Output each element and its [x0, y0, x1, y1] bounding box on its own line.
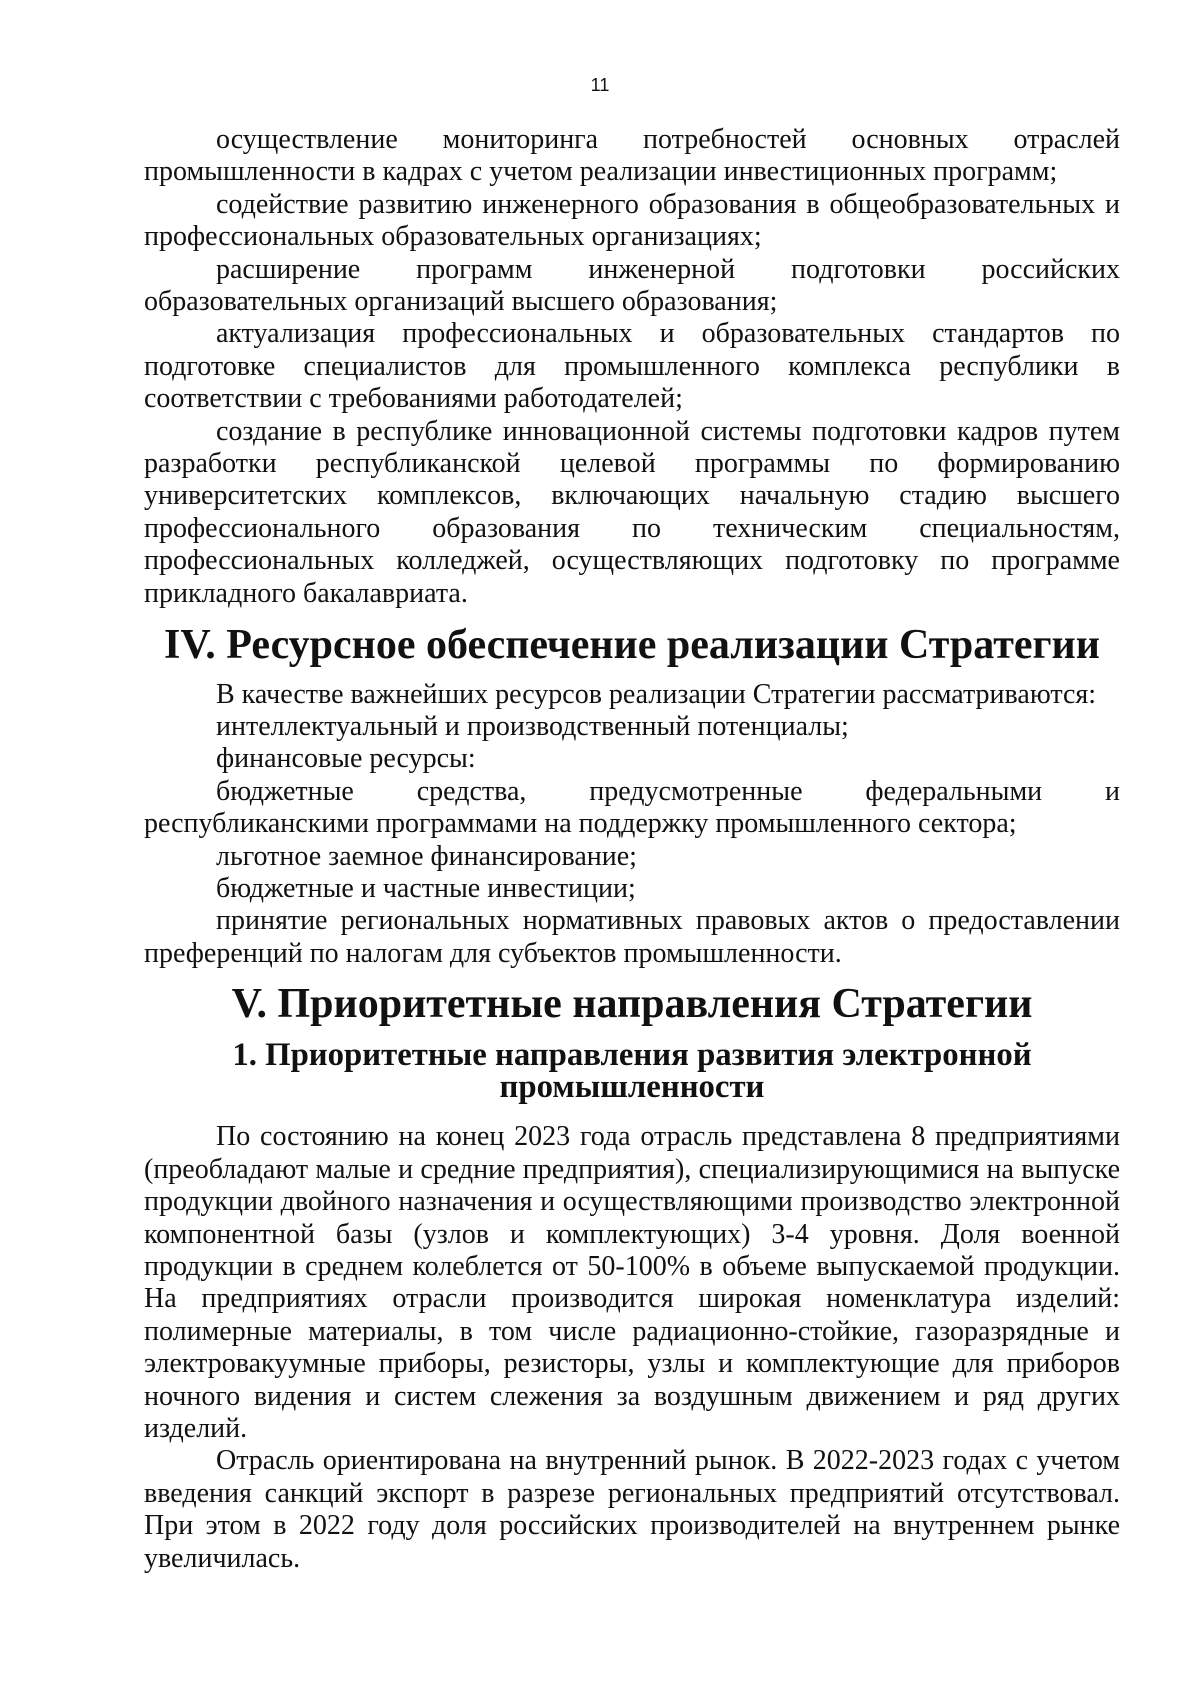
paragraph: принятие региональных нормативных правовых актов о предоставлении преференций по налогам для субъектов промышленности.: [144, 905, 1120, 969]
paragraph: расширение программ инженерной подготовки российских образовательных организаций высшего образования;: [144, 253, 1120, 318]
paragraph: бюджетные средства, предусмотренные федеральными и республиканскими программами на поддержку промышленного сектора;: [144, 775, 1120, 840]
paragraph: актуализация профессиональных и образовательных стандартов по подготовке специалистов для промышленного комплекса республики в соответствии с требованиями работодателей;: [144, 318, 1120, 415]
paragraph: бюджетные и частные инвестиции;: [216, 872, 636, 904]
paragraph: интеллектуальный и производственный потенциалы;: [216, 710, 849, 742]
paragraph: создание в республике инновационной системы подготовки кадров путем разработки республиканской целевой программы по формированию университетских комплексов, включающих начальную стадию высшего профессионального образования по техническим специальностям, профессиональных колледжей, осуществляющих подготовку по программе прикладного бакалавриата.: [144, 415, 1120, 609]
paragraph: осуществление мониторинга потребностей основных отраслей промышленности в кадрах с учетом реализации инвестиционных программ;: [144, 124, 1120, 188]
page-number: 11: [590, 75, 610, 95]
paragraph: По состоянию на конец 2023 года отрасль представлена 8 предприятиями (преобладают малые и средние предприятия), специализирующимися на выпуске продукции двойного назначения и осуществляющими производство электронной компонентной базы (узлов и комплектующих) 3-4 уровня. Доля военной продукции в среднем колеблется от 50-100% в объеме выпускаемой продукции. На предприятиях отрасли производится широкая номенклатура изделий: полимерные материалы, в том числе радиационно-стойкие, газоразрядные и электровакуумные приборы, резисторы, узлы и комплектующие для приборов ночного видения и систем слежения за воздушным движением и ряд других изделий.: [144, 1121, 1120, 1445]
section-heading-iv: IV. Ресурсное обеспечение реализации Стратегии: [164, 622, 1100, 669]
paragraph: содействие развитию инженерного образования в общеобразовательных и профессиональных образовательных организациях;: [144, 188, 1120, 253]
subsection-heading: 1. Приоритетные направления развития электронной промышленности: [232, 1036, 1032, 1105]
page-body: [144, 124, 1120, 1575]
paragraph: В качестве важнейших ресурсов реализации Стратегии рассматриваются:: [216, 678, 1097, 710]
paragraph: Отрасль ориентирована на внутренний рынок. В 2022-2023 годах с учетом введения санкций экспорт в разрезе региональных предприятий отсутствовал. При этом в 2022 году доля российских производителей на внутреннем рынке увеличилась.: [144, 1445, 1120, 1574]
paragraph: финансовые ресурсы:: [216, 743, 476, 775]
section-heading-v: V. Приоритетные направления Стратегии: [231, 981, 1033, 1028]
paragraph: льготное заемное финансирование;: [216, 840, 637, 872]
